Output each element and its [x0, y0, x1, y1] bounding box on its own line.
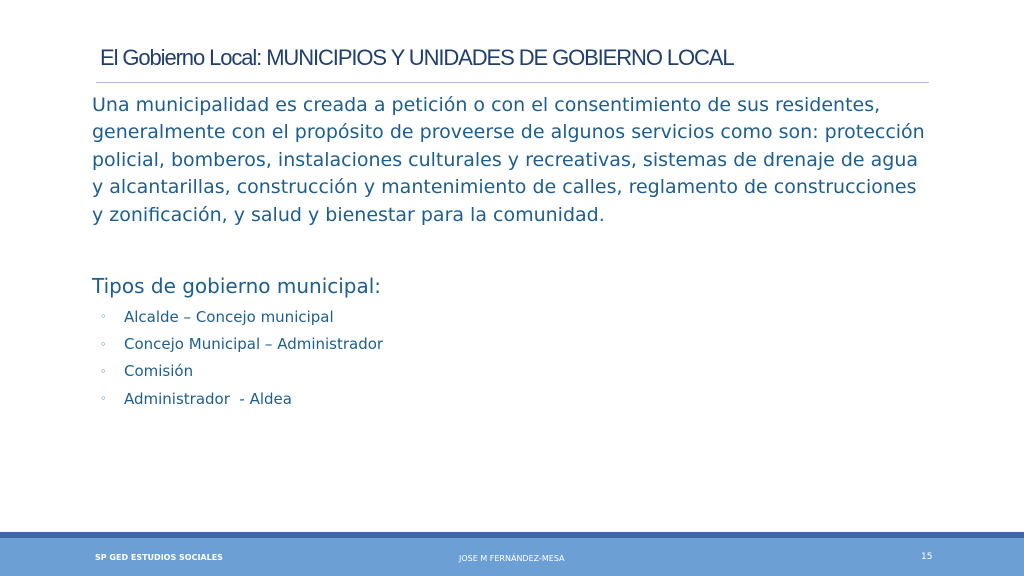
hollow-circle-bullet-icon: ◦ [100, 364, 107, 378]
footer-author: JOSE M FERNÁNDEZ-MESA [459, 554, 565, 563]
list-item [100, 330, 383, 357]
list-item [100, 385, 383, 412]
hollow-circle-bullet-icon: ◦ [100, 337, 107, 351]
list-item-label: Administrador - Aldea [124, 389, 292, 408]
title-divider [96, 82, 929, 83]
list-item-label: Comisión [124, 362, 194, 381]
list-item-label: Concejo Municipal – Administrador [124, 335, 384, 354]
subheading-tipos: Tipos de gobierno municipal: [92, 274, 382, 298]
hollow-circle-bullet-icon: ◦ [100, 310, 107, 324]
slide-title: El Gobierno Local: MUNICIPIOS Y UNIDADES DE GOBIERNO LOCAL [100, 45, 734, 70]
body-paragraph: Una municipalidad es creada a petición o con el consentimiento de sus residentes, generalmente con el propósito de proveerse de algunos servicios como son: protección policial, bomberos, instalaciones culturales y recreativas, sistemas de drenaje de agua y alcantarillas, construcción y mantenimiento de calles, reglamento de construcciones y zonificación, y salud y bienestar para la comunidad. [92, 94, 925, 226]
list-item [100, 303, 383, 330]
hollow-circle-bullet-icon: ◦ [100, 392, 107, 406]
footer-course-name: SP GED ESTUDIOS SOCIALES [95, 553, 223, 562]
list-item-label: Alcalde – Concejo municipal [124, 307, 334, 326]
list-item [100, 358, 383, 385]
slide-number: 15 [921, 552, 933, 562]
government-types-list [100, 303, 383, 413]
